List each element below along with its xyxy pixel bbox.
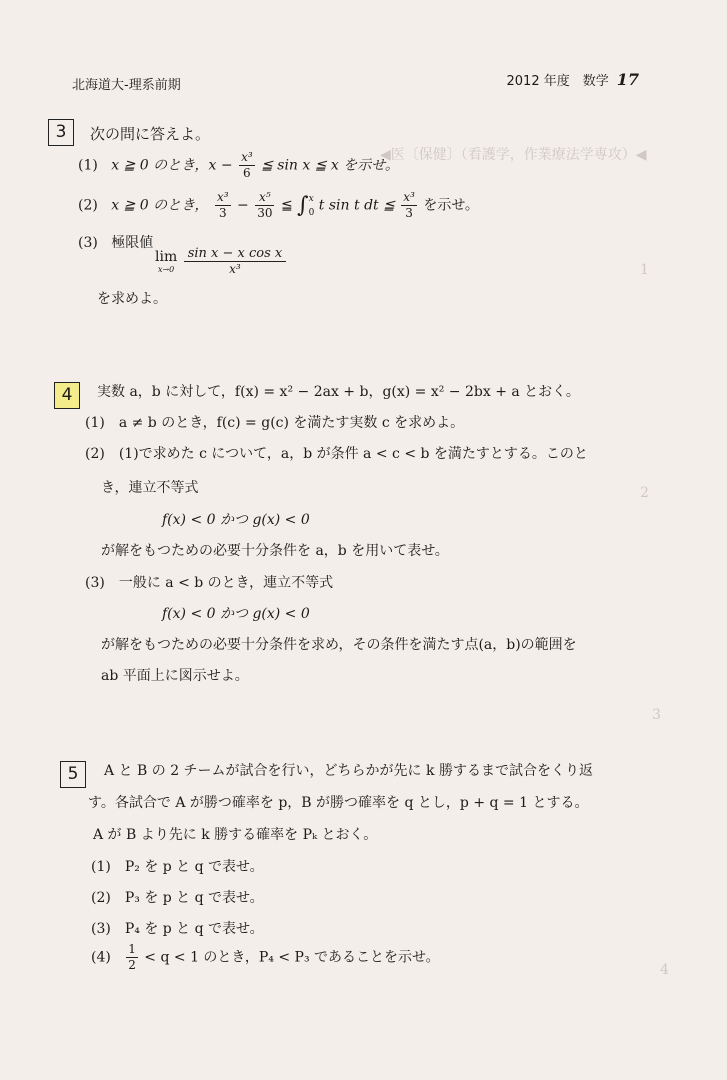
q3-p2-fraction-3: [401, 190, 417, 221]
q3-p2-fraction-2: [255, 190, 274, 221]
q5-p4-label: (4): [91, 949, 111, 966]
year-subject-label: [507, 70, 639, 89]
integral-upper: x: [308, 193, 314, 204]
q3-p3-label: (3): [78, 235, 98, 251]
university-label: 北海道大-理系前期: [72, 78, 181, 93]
q4-part-2-line-2: き，連立不等式: [101, 480, 199, 496]
q4-part-2-line-3: が解をもつための必要十分条件を a，b を用いて表せ。: [101, 543, 449, 559]
q5-line-2: す。各試合で A が勝つ確率を p，B が勝つ確率を q とし，p + q = 1 とする。: [88, 795, 589, 811]
q4-inequality-2: f(x) < 0 かつ g(x) < 0: [162, 606, 310, 622]
q4-inequality-1: f(x) < 0 かつ g(x) < 0: [162, 512, 310, 528]
question-number-4: 4: [54, 382, 80, 409]
q5-part-4: [91, 942, 440, 973]
q3-limit-expression: [155, 246, 288, 277]
q3-p2-f1n: x³: [216, 190, 229, 204]
q3-p2-integrand: t sin t dt ≦: [318, 197, 395, 214]
q3-p2-tail: を示せ。: [423, 197, 479, 214]
q5-part-1: (1) P₂ を p と q で表せ。: [91, 859, 264, 875]
q5-p4-fraction: [126, 942, 138, 973]
q5-p4-num: 1: [128, 942, 136, 956]
q3-part-1: [78, 150, 399, 181]
q3-p3-text: 極限値: [111, 235, 154, 251]
q3-p1-fraction: [239, 150, 255, 181]
q3-p1-den: 6: [243, 166, 251, 180]
bleed-through-decoration: 3: [652, 707, 661, 723]
lim-word: lim: [155, 248, 178, 265]
limit-operator: [155, 249, 177, 275]
q3-p2-label: (2): [78, 197, 98, 214]
integral-lower: 0: [308, 207, 315, 218]
limit-denominator: x³: [229, 262, 241, 276]
bleed-through-decoration: 2: [640, 485, 649, 501]
bleed-through-decoration: 1: [640, 262, 649, 278]
integral-limits: [309, 192, 315, 220]
year-subject-text: 2012 年度 数学: [506, 74, 609, 89]
question-number-3: 3: [48, 119, 74, 146]
q3-intro: 次の問に答えよ。: [90, 125, 211, 143]
q4-part-2-line-1: (2) (1)で求めた c について，a，b が条件 a < c < b を満たすとする。このと: [85, 446, 588, 462]
q3-p1-num: x³: [241, 150, 253, 164]
q3-p3-tail: を求めよ。: [97, 291, 167, 307]
q4-part-1: (1) a ≠ b のとき，f(c) = g(c) を満たす実数 c を求めよ。: [85, 415, 465, 431]
q3-part-3: [78, 232, 153, 252]
q3-p2-f3n: x³: [403, 190, 415, 204]
q3-p1-text: x ≧ 0 のとき，x −: [111, 157, 233, 174]
q4-part-3-line-3: ab 平面上に図示せよ。: [101, 668, 249, 684]
question-number-5: 5: [60, 761, 86, 788]
bleed-through-decoration: ◀医〔保健〕（看護学，作業療法学専攻）◀: [380, 147, 647, 163]
q4-intro: 実数 a，b に対して，f(x) = x² − 2ax + b，g(x) = x² − 2bx + a とおく。: [97, 384, 580, 400]
q5-line-1: A と B の 2 チームが試合を行い，どちらかが先に k 勝するまで試合をくり返: [104, 763, 593, 779]
q4-part-3-line-2: が解をもつための必要十分条件を求め，その条件を満たす点(a，b)の範囲を: [101, 637, 577, 653]
q3-p1-tail: ≦ sin x ≦ x を示せ。: [261, 157, 399, 174]
q5-p4-tail: < q < 1 のとき，P₄ < P₃ であることを示せ。: [144, 949, 440, 966]
q3-p2-leq: ≦: [280, 197, 293, 214]
q3-p1-label: (1): [78, 157, 98, 174]
q4-part-3-line-1: (3) 一般に a < b のとき，連立不等式: [85, 575, 334, 591]
q3-p2-text: x ≧ 0 のとき，: [111, 197, 209, 214]
q5-part-2: (2) P₃ を p と q で表せ。: [91, 890, 264, 906]
bleed-through-decoration: 4: [660, 962, 669, 978]
q5-p4-den: 2: [128, 958, 136, 972]
q3-part-2: [78, 190, 479, 221]
page-number: 17: [616, 70, 639, 89]
q3-p2-f3d: 3: [405, 206, 413, 220]
limit-numerator: sin x − x cos x: [184, 246, 287, 262]
q3-p2-f2n: x⁵: [255, 190, 274, 206]
q3-p2-fraction-1: [215, 190, 231, 221]
lim-subscript: x→0: [157, 264, 175, 274]
integral-sign: ∫: [297, 193, 309, 218]
q5-part-3: (3) P₄ を p と q で表せ。: [91, 921, 264, 937]
q3-p2-f2d: 30: [257, 206, 273, 220]
q3-p2-f1d: 3: [218, 206, 227, 220]
limit-fraction: [184, 246, 287, 277]
q3-p2-minus: −: [237, 197, 249, 214]
q5-line-3: A が B より先に k 勝する確率を Pₖ とおく。: [93, 827, 378, 843]
